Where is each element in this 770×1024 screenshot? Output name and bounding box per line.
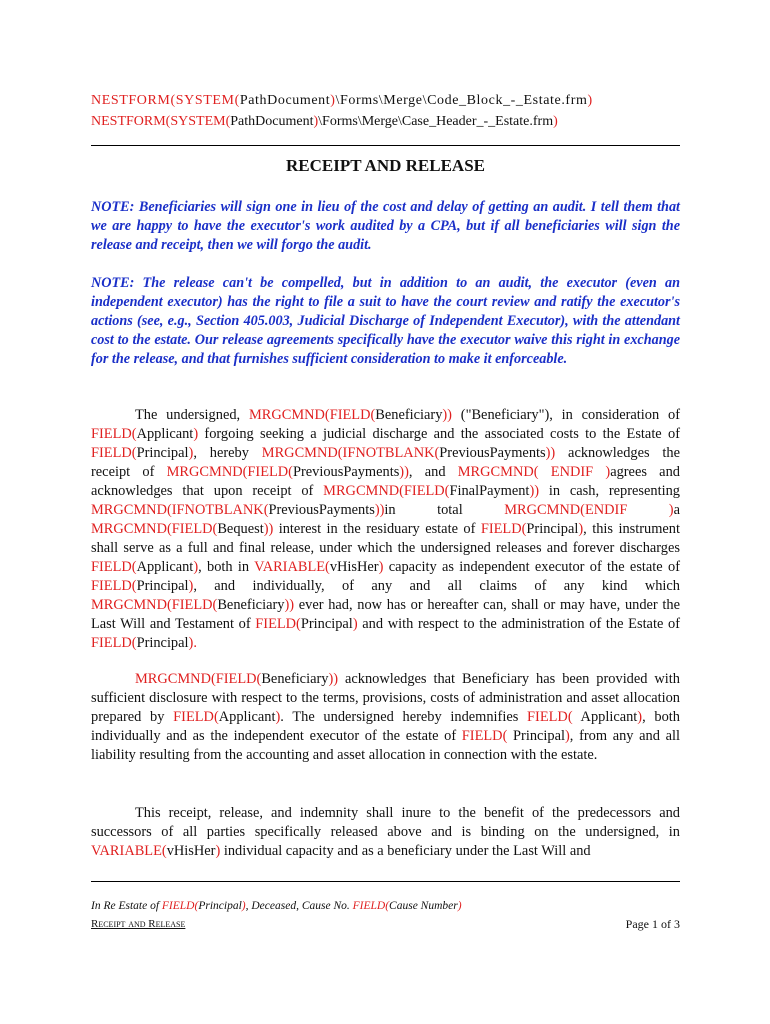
merge-code: ): [553, 114, 558, 129]
merge-code: MRGCMND(IFNOTBLANK(: [91, 502, 269, 518]
merge-code: )): [263, 521, 274, 537]
merge-code: )): [374, 502, 385, 518]
merge-code: ): [352, 616, 358, 632]
footer-case-line: [91, 900, 462, 912]
text-run: Applicant: [136, 426, 194, 442]
merge-code: )): [284, 597, 295, 613]
merge-code: )): [399, 464, 409, 480]
text-run: In Re Estate of: [91, 900, 162, 912]
text-run: This receipt, release, and indemnity shall inure to the benefit of the predecessors and successors of all parties specifically released above and is binding on the undersigned, in: [91, 805, 680, 840]
merge-code: MRGCMND(FIELD(: [323, 483, 450, 499]
text-run: Principal: [136, 445, 189, 461]
merge-code: FIELD(: [527, 709, 581, 725]
text-run: vHisHer: [329, 559, 379, 575]
merge-code: )): [328, 671, 339, 687]
text-run: in total: [384, 502, 505, 518]
merge-code: FIELD(: [91, 445, 137, 461]
document-title: RECEIPT AND RELEASE: [285, 156, 486, 175]
merge-code: FIELD(: [91, 578, 137, 594]
merge-code: MRGCMND(FIELD(: [91, 597, 218, 613]
text-run: Applicant: [580, 709, 638, 725]
merge-code: ): [330, 93, 336, 108]
text-run: Principal: [513, 728, 565, 744]
nestform-case-header-line: [91, 114, 691, 130]
text-run: Bequest: [217, 521, 264, 537]
text-run: , and individually, of any and all claims of any kind which: [193, 578, 680, 594]
text-run: forgoing seeking a judicial discharge and the associated costs to the Estate of: [198, 426, 680, 442]
binding-paragraph: [91, 804, 680, 861]
text-run: , this instrument shall serve as a full and final release, under which the undersigned releases and forever discharges: [91, 521, 681, 556]
text-run: agrees and acknowledges that upon receipt of: [91, 464, 680, 499]
merge-code: MRGCMND(FIELD(: [91, 521, 218, 537]
merge-code: ): [215, 843, 221, 859]
text-run: , from any and all liability resulting from the accounting and asset allocation in connection with the estate.: [91, 728, 680, 763]
nestform-code-block-line: [91, 93, 691, 109]
merge-code: )): [529, 483, 540, 499]
merge-code: MRGCMND(FIELD(: [166, 464, 293, 480]
text-run: Beneficiary: [217, 597, 285, 613]
text-run: PreviousPayments: [268, 502, 375, 518]
merge-code: ).: [188, 635, 197, 651]
merge-code: ): [587, 93, 593, 108]
merge-code: ): [637, 709, 643, 725]
text-run: interest in the residuary estate of: [273, 521, 481, 537]
merge-code: ): [193, 426, 199, 442]
text-run: Principal: [300, 616, 353, 632]
merge-code: MRGCMND( ENDIF ): [457, 464, 611, 480]
text-run: . The undersigned hereby indemnifies: [280, 709, 528, 725]
text-run: acknowledges the receipt of: [91, 445, 680, 480]
text-run: Beneficiary: [375, 407, 443, 423]
text-run: Principal: [136, 578, 189, 594]
text-run: vHisHer: [166, 843, 216, 859]
footer-document-label: Receipt and Release: [91, 918, 186, 930]
text-run: ("Beneficiary"), in consideration of: [451, 407, 680, 423]
disclosure-paragraph: [91, 670, 680, 765]
merge-code: VARIABLE(: [254, 559, 330, 575]
merge-code: )): [442, 407, 452, 423]
merge-code: FIELD(: [480, 521, 527, 537]
merge-code: MRGCMND(FIELD(: [135, 671, 262, 687]
text-run: acknowledges that Beneficiary has been provided with sufficient disclosure with respect to the terms, provisions, costs of administration and asset allocation prepared by: [91, 671, 680, 725]
merge-code: FIELD(: [161, 900, 199, 912]
text-run: Applicant: [136, 559, 194, 575]
merge-code: FIELD(: [461, 728, 514, 744]
merge-code: NESTFORM(SYSTEM(: [91, 114, 231, 129]
text-run: FinalPayment: [449, 483, 530, 499]
audit-note: NOTE: Beneficiaries will sign one in lieu of the cost and delay of getting an audit. I tell them that we are happy to have the executor's work audited by a CPA, but if all beneficiaries will sign the release and receipt, then we will forgo the audit.: [91, 199, 680, 253]
text-run: , hereby: [193, 445, 262, 461]
merge-code: FIELD(: [352, 900, 390, 912]
merge-code: MRGCMND(FIELD(: [248, 407, 376, 423]
merge-code: ): [378, 559, 384, 575]
text-run: Applicant: [218, 709, 276, 725]
merge-code: FIELD(: [91, 635, 137, 651]
text-run: individual capacity and as a beneficiary under the Last Will and: [220, 843, 591, 859]
header-rule: [91, 145, 680, 146]
merge-code: FIELD(: [91, 559, 137, 575]
text-run: PathDocument: [239, 93, 331, 108]
merge-code: VARIABLE(: [91, 843, 167, 859]
text-run: PreviousPayments: [292, 464, 400, 480]
text-run: The undersigned,: [135, 407, 249, 423]
merge-code: )): [545, 445, 556, 461]
text-run: a: [673, 502, 680, 518]
merge-code: ): [193, 559, 199, 575]
text-run: , both in: [198, 559, 255, 575]
merge-code: NESTFORM(SYSTEM(: [91, 93, 240, 108]
text-run: \Forms\Merge\Case_Header_-_Estate.frm: [318, 114, 554, 129]
footer-rule: [91, 881, 680, 882]
text-run: , and: [408, 464, 458, 480]
text-run: in cash, representing: [539, 483, 681, 499]
text-run: Principal: [526, 521, 579, 537]
merge-code: ): [457, 900, 462, 912]
merge-code: ): [578, 521, 584, 537]
merge-code: FIELD(: [255, 616, 301, 632]
merge-code: FIELD(: [173, 709, 219, 725]
text-run: Principal: [136, 635, 189, 651]
text-run: Principal: [198, 900, 242, 912]
text-run: capacity as independent executor of the estate of: [383, 559, 680, 575]
text-run: ever had, now has or hereafter can, shall or may have, under the Last Will and Testament of: [91, 597, 680, 632]
text-run: , Deceased, Cause No.: [245, 900, 353, 912]
merge-code: FIELD(: [91, 426, 137, 442]
text-run: PreviousPayments: [439, 445, 546, 461]
text-run: , both individually and as the independent executor of the estate of: [91, 709, 680, 744]
merge-code: ): [313, 114, 319, 129]
text-run: PathDocument: [230, 114, 314, 129]
release-note: NOTE: The release can't be compelled, but in addition to an audit, the executor (even an independent executor) has the right to file a suit to have the court review and ratify the executor's actions (see, e.g., Section 405.003, Judicial Discharge of Independent Executor), with the attendant cost to the estate. Our release agreements specifically have the executor waive this right in exchange for the release, and that furnishes sufficient consideration to make it enforceable.: [91, 275, 680, 367]
text-run: and with respect to the administration of the Estate of: [357, 616, 680, 632]
release-paragraph: [91, 406, 680, 653]
merge-code: ): [565, 728, 570, 744]
merge-code: ): [188, 578, 194, 594]
merge-code: ): [241, 900, 246, 912]
text-run: Cause Number: [389, 900, 458, 912]
page-number: Page 1 of 3: [625, 917, 680, 931]
merge-code: MRGCMND(IFNOTBLANK(: [261, 445, 440, 461]
merge-code: ): [188, 445, 194, 461]
merge-code: ): [275, 709, 281, 725]
merge-code: MRGCMND(ENDIF ): [504, 502, 674, 518]
text-run: Beneficiary: [261, 671, 329, 687]
text-run: \Forms\Merge\Code_Block_-_Estate.frm: [335, 93, 588, 108]
